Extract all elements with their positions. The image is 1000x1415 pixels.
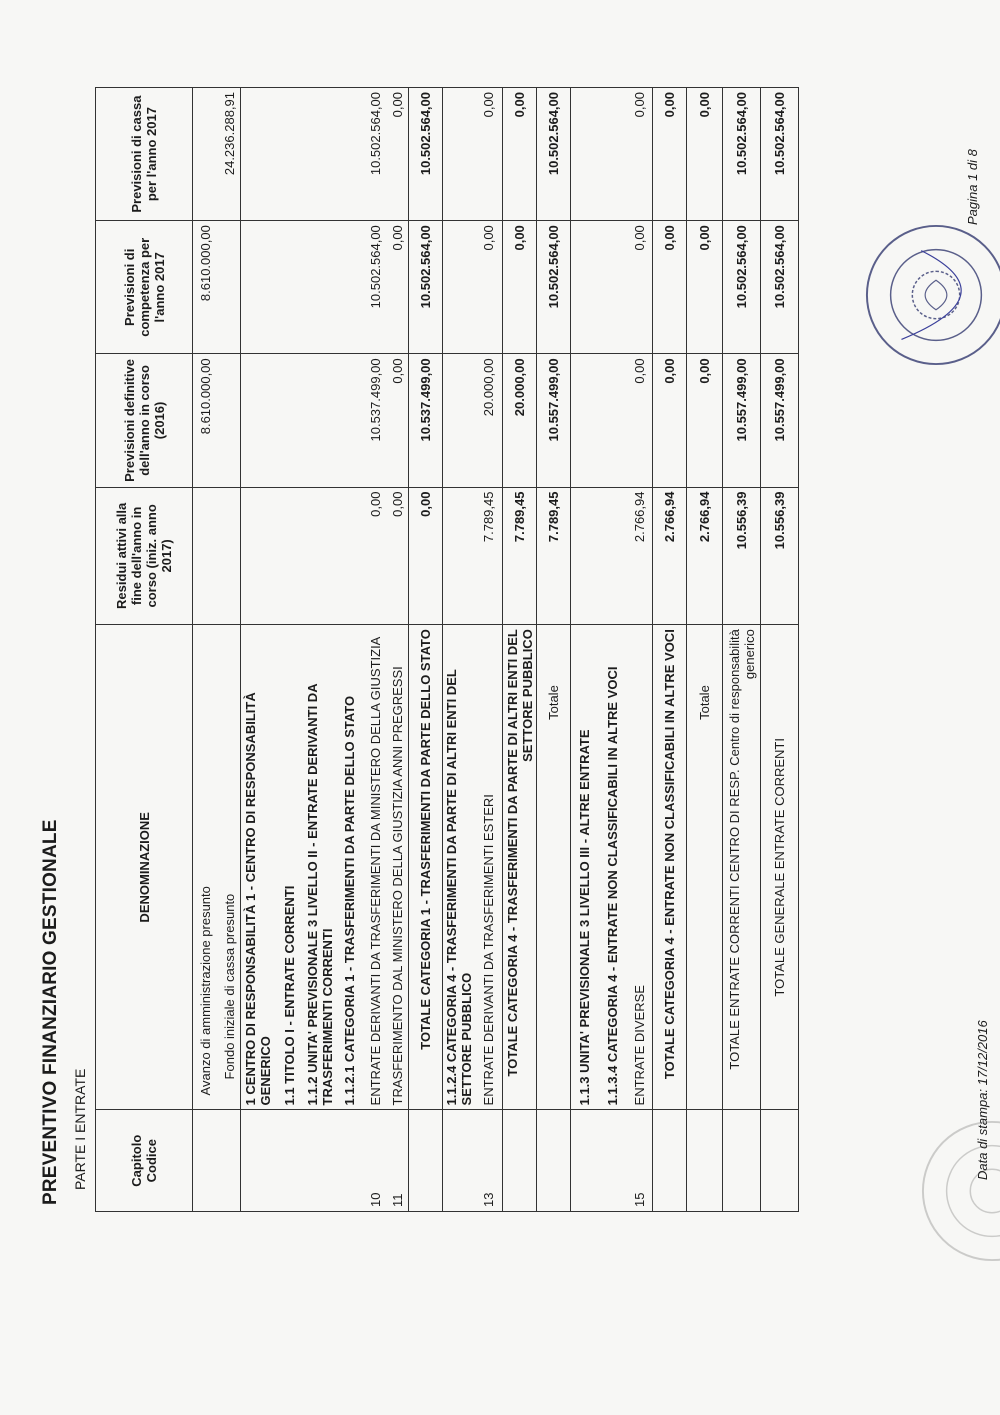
row-denominazione: Fondo iniziale di cassa presunto	[219, 625, 241, 1110]
header-previsioni-definitive: Previsioni definitive dell'anno in corso (2016)	[96, 354, 193, 487]
table-row	[387, 88, 409, 1212]
row-codice: 11	[387, 1110, 409, 1212]
row-denominazione: 1.1.3.4 CATEGORIA 4 - ENTRATE NON CLASSIFICABILI IN ALTRE VOCI	[599, 625, 627, 1110]
row-denominazione: 1.1.3 UNITA' PREVISIONALE 3 LIVELLO III - ALTRE ENTRATE	[571, 625, 599, 1110]
row-competenza: 0,00	[687, 221, 723, 354]
row-denominazione: 1.1.2.4 CATEGORIA 4 - TRASFERIMENTI DA PARTE DI ALTRI ENTI DEL SETTORE PUBBLICO	[443, 625, 475, 1110]
row-cassa: 10.502.564,00	[761, 88, 799, 221]
row-previsioni: 10.557.499,00	[761, 354, 799, 487]
row-previsioni: 0,00	[653, 354, 687, 487]
row-competenza: 10.502.564,00	[409, 221, 443, 354]
row-codice: 10	[365, 1110, 387, 1212]
row-residui: 7.789,45	[537, 487, 571, 625]
row-denominazione: TOTALE CATEGORIA 1 - TRASFERIMENTI DA PARTE DELLO STATO	[409, 625, 443, 1110]
row-denominazione: 1.1.2.1 CATEGORIA 1 - TRASFERIMENTI DA PARTE DELLO STATO	[335, 625, 365, 1110]
row-denominazione: TOTALE ENTRATE CORRENTI CENTRO DI RESP. Centro di responsabilità generico	[723, 625, 761, 1110]
table-row	[599, 88, 627, 1212]
official-stamp-icon	[862, 221, 1000, 369]
row-residui: 0,00	[365, 487, 387, 625]
row-cassa: 0,00	[387, 88, 409, 221]
row-cassa: 0,00	[653, 88, 687, 221]
table-row-total	[537, 88, 571, 1212]
row-denominazione: TRASFERIMENTO DAL MINISTERO DELLA GIUSTIZIA ANNI PREGRESSI	[387, 625, 409, 1110]
budget-table	[95, 87, 799, 1212]
faded-stamp-icon	[918, 1117, 1000, 1265]
row-previsioni: 10.557.499,00	[723, 354, 761, 487]
row-previsioni: 0,00	[687, 354, 723, 487]
row-denominazione: ENTRATE DIVERSE	[627, 625, 653, 1110]
row-residui: 7.789,45	[503, 487, 537, 625]
row-residui: 2.766,94	[627, 487, 653, 625]
row-residui: 10.556,39	[761, 487, 799, 625]
row-competenza: 0,00	[475, 221, 503, 354]
row-denominazione: TOTALE GENERALE ENTRATE CORRENTI	[761, 625, 799, 1110]
table-row-total	[723, 88, 761, 1212]
table-row	[443, 88, 475, 1212]
row-denominazione: Totale	[687, 625, 723, 1110]
row-cassa: 0,00	[503, 88, 537, 221]
row-denominazione: ENTRATE DERIVANTI DA TRASFERIMENTI ESTERI	[475, 625, 503, 1110]
row-residui: 2.766,94	[653, 487, 687, 625]
row-denominazione: ENTRATE DERIVANTI DA TRASFERIMENTI DA MINISTERO DELLA GIUSTIZIA	[365, 625, 387, 1110]
row-cassa: 10.502.564,00	[537, 88, 571, 221]
row-previsioni: 10.537.499,00	[365, 354, 387, 487]
row-denominazione: TOTALE CATEGORIA 4 - ENTRATE NON CLASSIFICABILI IN ALTRE VOCI	[653, 625, 687, 1110]
row-previsioni: 0,00	[387, 354, 409, 487]
row-denominazione: 1 CENTRO DI RESPONSABILITÀ 1 - CENTRO DI RESPONSABILITÀ GENERICO	[241, 625, 275, 1110]
row-cassa: 0,00	[627, 88, 653, 221]
row-residui: 0,00	[387, 487, 409, 625]
table-row-total	[761, 88, 799, 1212]
row-competenza: 0,00	[627, 221, 653, 354]
row-competenza: 10.502.564,00	[365, 221, 387, 354]
row-codice: 15	[627, 1110, 653, 1212]
section-title: PARTE I ENTRATE	[72, 1068, 88, 1190]
row-denominazione: Totale	[537, 625, 571, 1110]
header-competenza: Previsioni di competenza per l'anno 2017	[96, 221, 193, 354]
table-row-total	[503, 88, 537, 1212]
table-row	[275, 88, 305, 1212]
table-header-row	[96, 88, 193, 1212]
page-number: Pagina 1 di 8	[965, 149, 980, 225]
row-denominazione: TOTALE CATEGORIA 4 - TRASFERIMENTI DA PARTE DI ALTRI ENTI DEL SETTORE PUBBLICO	[503, 625, 537, 1110]
table-row	[627, 88, 653, 1212]
row-competenza: 10.502.564,00	[537, 221, 571, 354]
table-row	[193, 88, 219, 1212]
row-previsioni: 10.537.499,00	[409, 354, 443, 487]
row-competenza: 10.502.564,00	[761, 221, 799, 354]
row-denominazione: 1.1.2 UNITA' PREVISIONALE 3 LIVELLO II - ENTRATE DERIVANTI DA TRASFERIMENTI CORRENTI	[305, 625, 335, 1110]
row-cassa: 10.502.564,00	[723, 88, 761, 221]
row-residui: 2.766,94	[687, 487, 723, 625]
row-cassa: 24.236.288,91	[219, 88, 241, 221]
row-previsioni: 10.557.499,00	[537, 354, 571, 487]
table-row-total	[409, 88, 443, 1212]
row-cassa: 10.502.564,00	[409, 88, 443, 221]
row-denominazione: 1.1 TITOLO I - ENTRATE CORRENTI	[275, 625, 305, 1110]
row-residui: 7.789,45	[475, 487, 503, 625]
row-competenza: 0,00	[387, 221, 409, 354]
row-codice: 13	[475, 1110, 503, 1212]
row-previsioni: 0,00	[627, 354, 653, 487]
header-denominazione: DENOMINAZIONE	[96, 625, 193, 1110]
print-date: Data di stampa: 17/12/2016	[975, 1020, 990, 1180]
row-residui: 0,00	[409, 487, 443, 625]
row-previsioni: 20.000,00	[503, 354, 537, 487]
header-residui: Residui attivi alla fine dell'anno in corso (iniz. anno 2017)	[96, 487, 193, 625]
table-row-total	[653, 88, 687, 1212]
row-cassa: 0,00	[687, 88, 723, 221]
table-row	[365, 88, 387, 1212]
row-competenza: 8.610.000,00	[193, 221, 219, 354]
row-competenza: 0,00	[653, 221, 687, 354]
row-cassa: 10.502.564,00	[365, 88, 387, 221]
table-row	[475, 88, 503, 1212]
header-cassa: Previsioni di cassa per l'anno 2017	[96, 88, 193, 221]
table-row	[571, 88, 599, 1212]
header-codice: Capitolo Codice	[96, 1110, 193, 1212]
table-row	[305, 88, 335, 1212]
row-competenza: 0,00	[503, 221, 537, 354]
row-residui: 10.556,39	[723, 487, 761, 625]
table-row	[335, 88, 365, 1212]
table-row	[241, 88, 275, 1212]
row-previsioni: 8.610.000,00	[193, 354, 219, 487]
document-title: PREVENTIVO FINANZIARIO GESTIONALE	[40, 819, 61, 1205]
row-previsioni: 20.000,00	[475, 354, 503, 487]
table-row	[219, 88, 241, 1212]
row-competenza: 10.502.564,00	[723, 221, 761, 354]
row-cassa: 0,00	[475, 88, 503, 221]
table-row-total	[687, 88, 723, 1212]
row-denominazione: Avanzo di amministrazione presunto	[193, 625, 219, 1110]
